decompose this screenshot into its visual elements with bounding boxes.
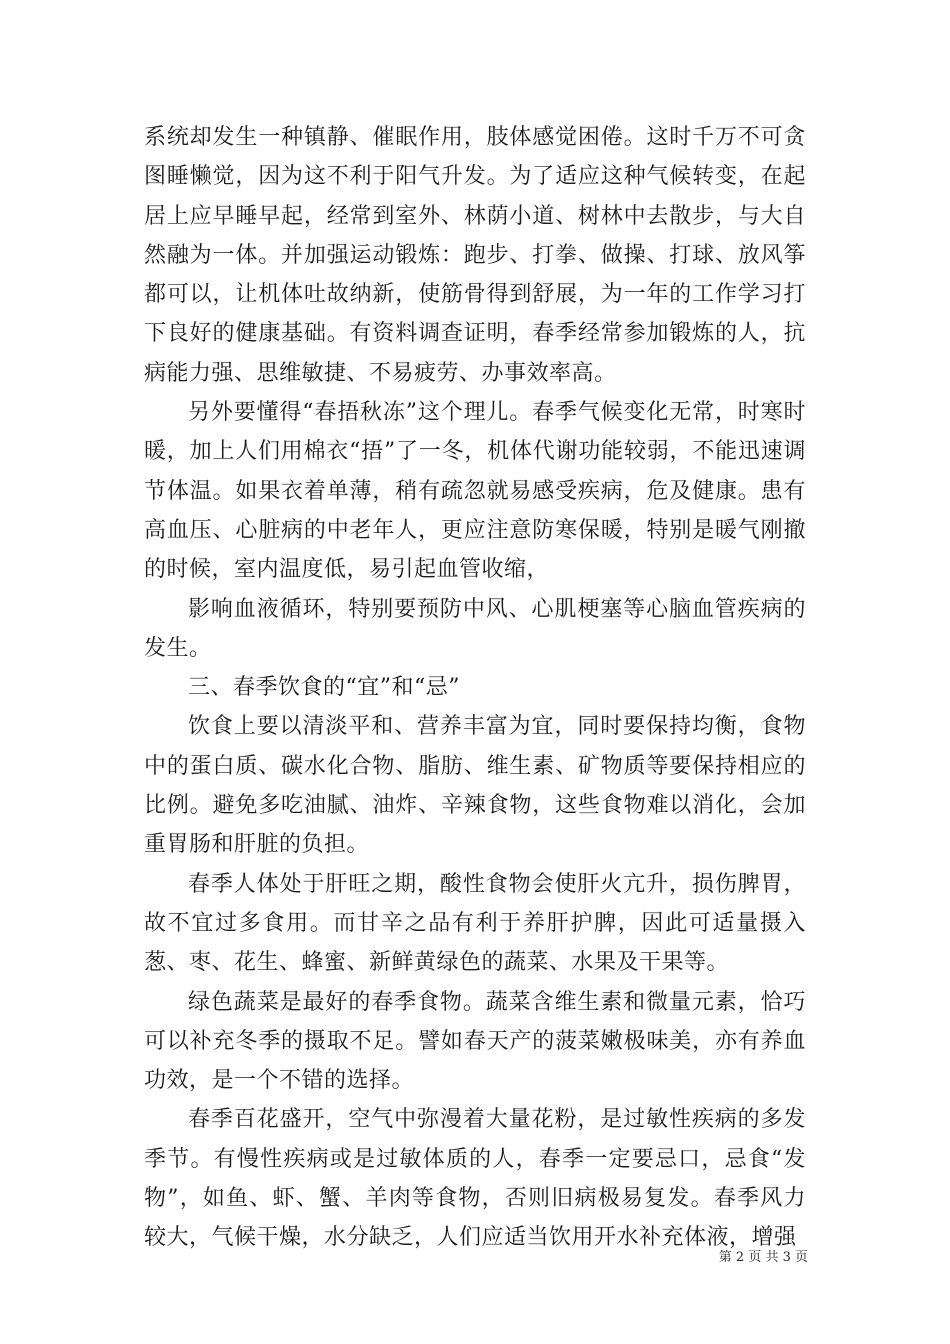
paragraph-2: 另外要懂得“春捂秋冻”这个理儿。春季气候变化无常，时寒时暖，加上人们用棉衣“捂”了一冬，机体代谢功能较弱，不能迅速调节体温。如果衣着单薄，稍有疏忽就易感受疾病，危及健康。患有高血压、心脏病的中老年人，更应注意防寒保暖，特别是暖气刚撤的时候，室内温度低，易引起血管收缩， bbox=[144, 400, 806, 583]
document-body bbox=[144, 118, 806, 1258]
page-number-footer: 第 2 页 共 3 页 bbox=[718, 1250, 808, 1265]
paragraph-3: 影响血液循环，特别要预防中风、心肌梗塞等心脑血管疾病的发生。 bbox=[144, 596, 806, 661]
paragraph-6: 绿色蔬菜是最好的春季食物。蔬菜含维生素和微量元素，恰巧可以补充冬季的摄取不足。譬如春天产的菠菜嫩极味美，亦有养血功效，是一个不错的选择。 bbox=[144, 989, 806, 1094]
paragraph-4: 饮食上要以清淡平和、营养丰富为宜，同时要保持均衡，食物中的蛋白质、碳水化合物、脂肪、维生素、矿物质等要保持相应的比例。避免多吃油腻、油炸、辛辣食物，这些食物难以消化，会加重胃肠和肝脏的负担。 bbox=[144, 714, 806, 858]
paragraph-7: 春季百花盛开，空气中弥漫着大量花粉，是过敏性疾病的多发季节。有慢性疾病或是过敏体质的人，春季一定要忌口，忌食“发物”，如鱼、虾、蟹、羊肉等食物，否则旧病极易复发。春季风力较大，气候干燥，水分缺乏，人们应适当饮用开水补充体液，增强 bbox=[144, 1107, 806, 1251]
paragraph-5: 春季人体处于肝旺之期，酸性食物会使肝火亢升，损伤脾胃，故不宜过多食用。而甘辛之品有利于养肝护脾，因此可适量摄入葱、枣、花生、蜂蜜、新鲜黄绿色的蔬菜、水果及干果等。 bbox=[144, 871, 806, 976]
section-heading: 三、春季饮食的“宜”和“忌” bbox=[188, 675, 460, 701]
paragraph-1: 系统却发生一种镇静、催眠作用，肢体感觉困倦。这时千万不可贪图睡懒觉，因为这不利于阳气升发。为了适应这种气候转变，在起居上应早睡早起，经常到室外、林荫小道、树林中去散步，与大自然融为一体。并加强运动锻炼：跑步、打拳、做操、打球、放风筝都可以，让机体吐故纳新，使筋骨得到舒展，为一年的工作学习打下良好的健康基础。有资料调查证明，春季经常参加锻炼的人，抗病能力强、思维敏捷、不易疲劳、办事效率高。 bbox=[144, 125, 806, 386]
